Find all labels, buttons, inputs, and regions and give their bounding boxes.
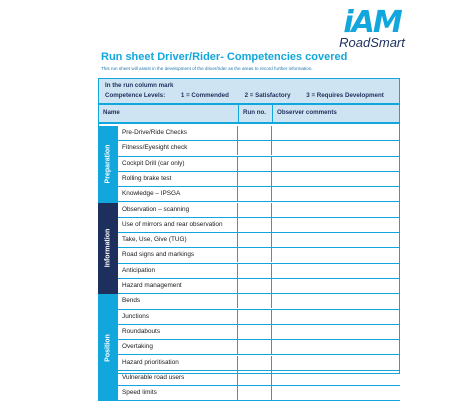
table-row (118, 218, 400, 233)
table-row (118, 371, 400, 386)
legend-level-3: 3 = Requires Development (306, 92, 384, 99)
run-number-cell[interactable] (238, 264, 272, 278)
table-row (118, 310, 400, 325)
competency-name-cell: Overtaking (118, 340, 238, 354)
run-number-cell[interactable] (238, 187, 272, 201)
observer-comments-cell[interactable] (272, 141, 400, 155)
competency-name-cell: Rolling brake test (118, 172, 238, 186)
run-number-cell[interactable] (238, 325, 272, 339)
run-number-cell[interactable] (238, 218, 272, 232)
legend-levels (105, 92, 398, 99)
competency-name-cell: Road signs and markings (118, 248, 238, 262)
legend-level-1: 1 = Commended (180, 92, 229, 99)
competency-name-cell: Knowledge – IPSGA (118, 187, 238, 201)
run-number-cell[interactable] (238, 248, 272, 262)
table-row (118, 325, 400, 340)
competency-name-cell: Vulnerable road users (118, 371, 238, 385)
table-row (118, 157, 400, 172)
observer-comments-cell[interactable] (272, 203, 400, 217)
table-row (118, 294, 400, 309)
section-band-position (98, 294, 118, 401)
run-number-cell[interactable] (238, 279, 272, 293)
table-row (118, 279, 400, 294)
competence-legend (98, 78, 400, 104)
observer-comments-cell[interactable] (272, 248, 400, 262)
run-number-cell[interactable] (238, 157, 272, 171)
observer-comments-cell[interactable] (272, 340, 400, 354)
section-label: Information (104, 229, 112, 268)
section-band-information (98, 203, 118, 295)
column-header-name: Name (98, 104, 239, 123)
table-row (118, 248, 400, 263)
observer-comments-cell[interactable] (272, 356, 400, 370)
observer-comments-cell[interactable] (272, 386, 400, 400)
table-row (118, 172, 400, 187)
observer-comments-cell[interactable] (272, 218, 400, 232)
run-number-cell[interactable] (238, 141, 272, 155)
page-subtitle: This run sheet will assist in the development of the driver/rider as the areas to record further information. (101, 66, 313, 71)
competency-name-cell: Use of mirrors and rear observation (118, 218, 238, 232)
table-row (118, 386, 400, 401)
competency-name-cell: Fitness/Eyesight check (118, 141, 238, 155)
run-number-cell[interactable] (238, 126, 272, 140)
table-row (118, 264, 400, 279)
section-band-preparation (98, 126, 118, 203)
competency-name-cell: Anticipation (118, 264, 238, 278)
legend-instruction: In the run column mark (105, 82, 174, 89)
competency-name-cell: Observation – scanning (118, 203, 238, 217)
observer-comments-cell[interactable] (272, 279, 400, 293)
iam-roadsmart-logo (336, 5, 408, 50)
table-row (118, 233, 400, 248)
competency-name-cell: Hazard prioritisation (118, 356, 238, 370)
observer-comments-cell[interactable] (272, 187, 400, 201)
observer-comments-cell[interactable] (272, 126, 400, 140)
run-number-cell[interactable] (238, 386, 272, 400)
run-number-cell[interactable] (238, 371, 272, 385)
run-number-cell[interactable] (238, 172, 272, 186)
legend-levels-label: Competence Levels: (105, 92, 166, 99)
table-row (118, 141, 400, 156)
competency-name-cell: Roundabouts (118, 325, 238, 339)
competency-name-cell: Hazard management (118, 279, 238, 293)
competency-name-cell: Junctions (118, 310, 238, 324)
table-row (118, 126, 400, 141)
observer-comments-cell[interactable] (272, 325, 400, 339)
competency-name-cell: Speed limits (118, 386, 238, 400)
run-number-cell[interactable] (238, 356, 272, 370)
logo-iam-text: iAM (343, 5, 401, 40)
competency-name-cell: Take, Use, Give (TUG) (118, 233, 238, 247)
observer-comments-cell[interactable] (272, 233, 400, 247)
competency-name-cell: Pre-Drive/Ride Checks (118, 126, 238, 140)
run-number-cell[interactable] (238, 310, 272, 324)
column-header-run: Run no. (238, 104, 273, 123)
run-number-cell[interactable] (238, 233, 272, 247)
logo-roadsmart-text: RoadSmart (339, 35, 405, 50)
run-number-cell[interactable] (238, 203, 272, 217)
competency-name-cell: Cockpit Drill (car only) (118, 157, 238, 171)
page-title: Run sheet Driver/Rider- Competencies covered (101, 51, 348, 63)
observer-comments-cell[interactable] (272, 157, 400, 171)
section-label: Position (104, 334, 112, 362)
observer-comments-cell[interactable] (272, 264, 400, 278)
table-row (118, 356, 400, 371)
run-number-cell[interactable] (238, 294, 272, 308)
legend-level-2: 2 = Satisfactory (244, 92, 291, 99)
column-header-observer: Observer comments (272, 104, 400, 123)
observer-comments-cell[interactable] (272, 310, 400, 324)
observer-comments-cell[interactable] (272, 172, 400, 186)
observer-comments-cell[interactable] (272, 371, 400, 385)
competency-name-cell: Bends (118, 294, 238, 308)
run-number-cell[interactable] (238, 340, 272, 354)
table-row (118, 340, 400, 355)
section-label: Preparation (104, 144, 112, 184)
table-row (118, 187, 400, 202)
observer-comments-cell[interactable] (272, 294, 400, 308)
table-row (118, 203, 400, 218)
